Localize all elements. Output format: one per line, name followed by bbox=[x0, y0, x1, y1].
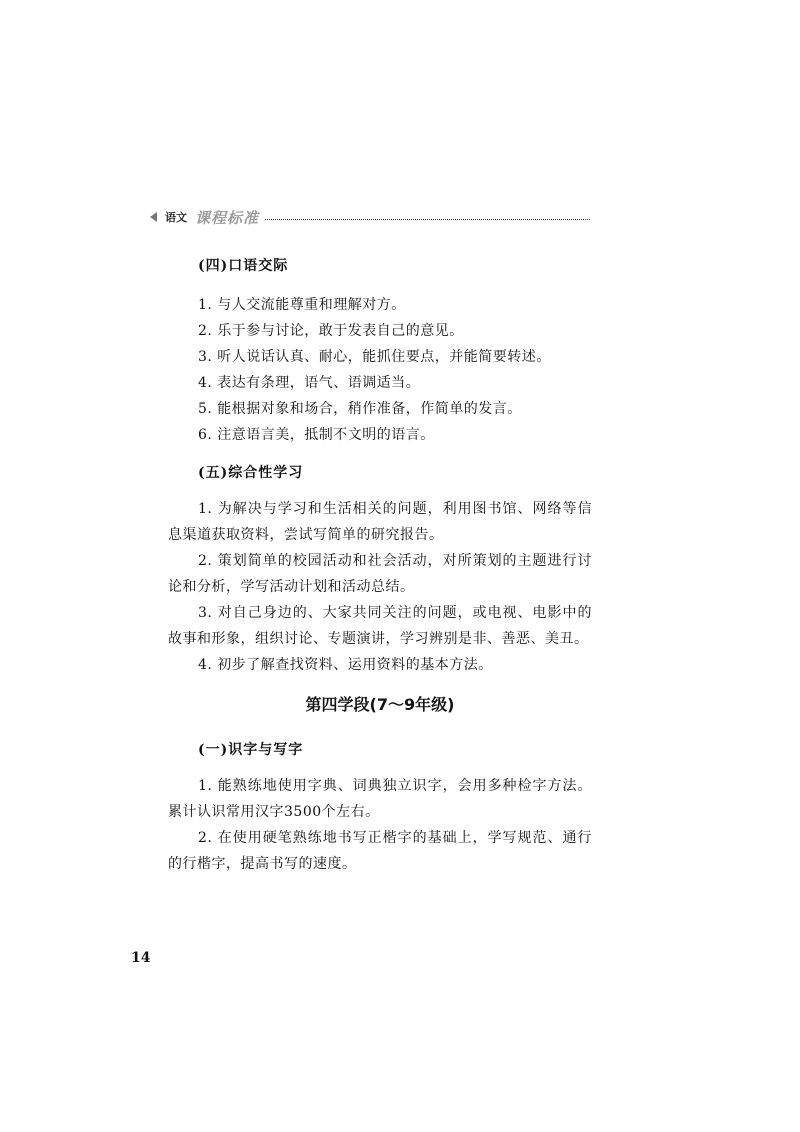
page-number: 14 bbox=[131, 950, 151, 966]
list-item: 4. 表达有条理，语气、语调适当。 bbox=[198, 375, 421, 391]
running-header bbox=[150, 206, 590, 228]
page-content bbox=[168, 255, 592, 877]
list-item: 1. 能熟练地使用字典、词典独立识字，会用多种检字方法。累计认识常用汉字3500个左右。 bbox=[168, 778, 592, 820]
list-item: 1. 与人交流能尊重和理解对方。 bbox=[198, 297, 406, 313]
section-title-oral-communication: (四)口语交际 bbox=[198, 258, 289, 274]
list-item: 3. 听人说话认真、耐心，能抓住要点，并能简要转述。 bbox=[198, 349, 551, 365]
list-item: 1. 为解决与学习和生活相关的问题，利用图书馆、网络等信息渠道获取资料，尝试写简单的研究报告。 bbox=[168, 501, 592, 543]
list-item: 3. 对自己身边的、大家共同关注的问题，或电视、电影中的故事和形象，组织讨论、专题演讲，学习辨别是非、善恶、美丑。 bbox=[168, 605, 592, 647]
section-title-comprehensive-learning: (五)综合性学习 bbox=[198, 465, 304, 481]
list-item: 6. 注意语言美，抵制不文明的语言。 bbox=[198, 427, 435, 443]
triangle-marker-icon bbox=[150, 212, 157, 222]
section-title-literacy-writing: (一)识字与写字 bbox=[198, 742, 304, 758]
list-item: 5. 能根据对象和场合，稍作准备，作简单的发言。 bbox=[198, 401, 522, 417]
stage-title: 第四学段(7～9年级) bbox=[305, 695, 455, 714]
header-book-title: 课程标准 bbox=[195, 208, 260, 227]
list-item: 2. 策划简单的校园活动和社会活动，对所策划的主题进行讨论和分析，学写活动计划和活动总结。 bbox=[168, 553, 592, 595]
list-item: 2. 在使用硬笔熟练地书写正楷字的基础上，学写规范、通行的行楷字，提高书写的速度。 bbox=[168, 830, 592, 872]
list-item: 4. 初步了解查找资料、运用资料的基本方法。 bbox=[198, 657, 493, 673]
header-subject: 语文 bbox=[165, 211, 187, 224]
header-dotted-rule bbox=[265, 219, 590, 220]
list-item: 2. 乐于参与讨论，敢于发表自己的意见。 bbox=[198, 323, 464, 339]
